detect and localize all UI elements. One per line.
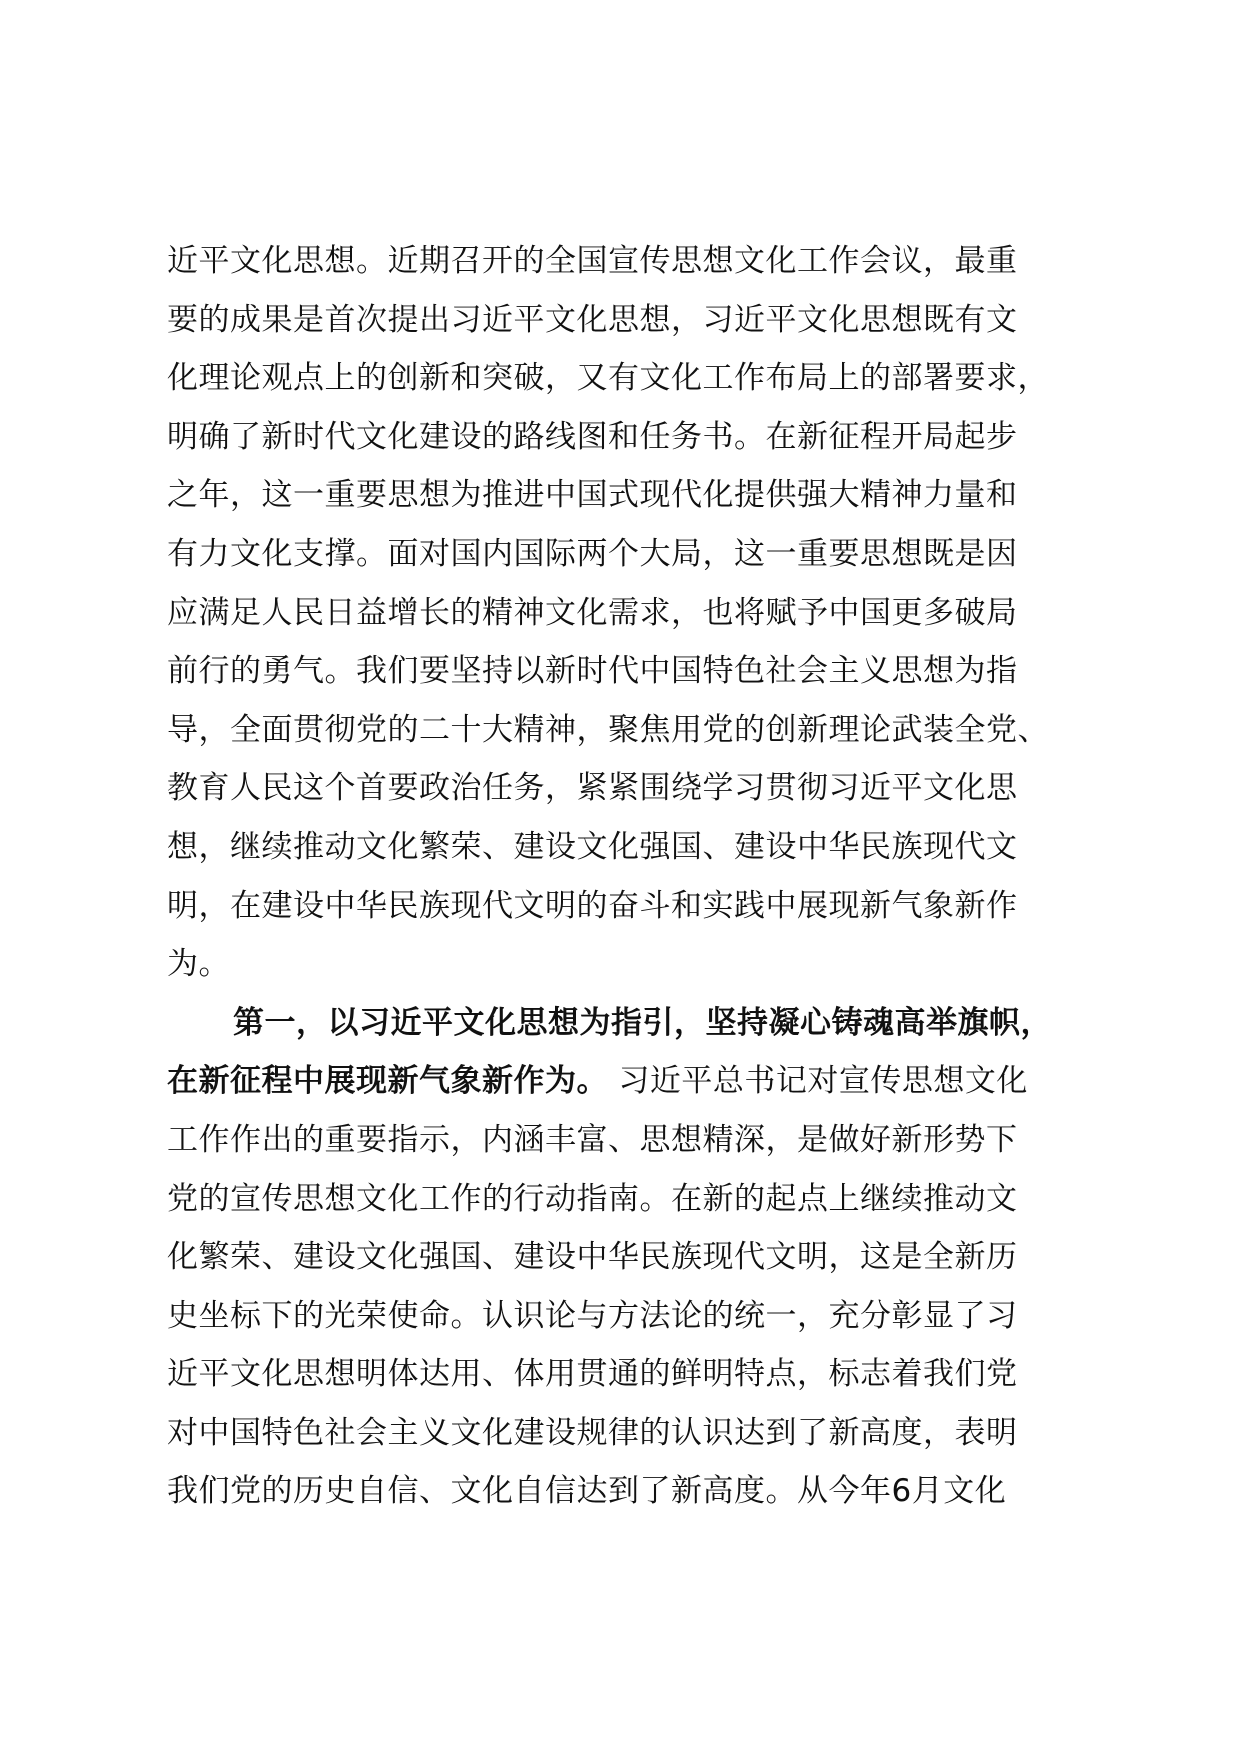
- section-heading-continued: 在新征程中展现新气象新作为。: [167, 1063, 608, 1100]
- text-line: 党的宣传思想文化工作的行动指南。在新的起点上继续推动文: [167, 1180, 1018, 1217]
- text-line: 想，继续推动文化繁荣、建设文化强国、建设中华民族现代文: [167, 828, 1018, 865]
- text-line: 应满足人民日益增长的精神文化需求，也将赋予中国更多破局: [167, 594, 1018, 631]
- section-heading: 第一，以习近平文化思想为指引，坚持凝心铸魂高举旗帜，: [233, 1004, 1052, 1041]
- text-line: 近平文化思想。近期召开的全国宣传思想文化工作会议，最重: [167, 243, 1018, 279]
- text-line: 明确了新时代文化建设的路线图和任务书。在新征程开局起步: [167, 418, 1018, 455]
- text-line: 之年，这一重要思想为推进中国式现代化提供强大精神力量和: [167, 477, 1018, 514]
- text-line: 史坐标下的光荣使命。认识论与方法论的统一，充分彰显了习: [167, 1297, 1018, 1334]
- text-line: 我们党的历史自信、文化自信达到了新高度。从今年6月文化: [167, 1473, 1007, 1510]
- text-line: 教育人民这个首要政治任务，紧紧围绕学习贯彻习近平文化思: [167, 770, 1018, 807]
- text-line: 导，全面贯彻党的二十大精神，聚焦用党的创新理论武装全党、: [167, 711, 1049, 748]
- text-line: 近平文化思想明体达用、体用贯通的鲜明特点，标志着我们党: [167, 1356, 1018, 1393]
- text-line: 化理论观点上的创新和突破，又有文化工作布局上的部署要求，: [167, 360, 1049, 397]
- text-line: 有力文化支撑。面对国内国际两个大局，这一重要思想既是因: [167, 535, 1018, 572]
- text-line: 化繁荣、建设文化强国、建设中华民族现代文明，这是全新历: [167, 1239, 1018, 1276]
- text-line: 为。: [167, 946, 230, 983]
- text-line: 明，在建设中华民族现代文明的奋斗和实践中展现新气象新作: [167, 887, 1018, 924]
- text-line: [167, 1052, 1107, 1111]
- text-line: 工作作出的重要指示，内涵丰富、思想精深，是做好新形势下: [167, 1121, 1018, 1158]
- text-line: 对中国特色社会主义文化建设规律的认识达到了新高度，表明: [167, 1414, 1018, 1451]
- text-line: 要的成果是首次提出习近平文化思想，习近平文化思想既有文: [167, 301, 1018, 338]
- text-line: 前行的勇气。我们要坚持以新时代中国特色社会主义思想为指: [167, 653, 1018, 690]
- text-span: 习近平总书记对宣传思想文化: [608, 1063, 1028, 1100]
- body-text: [167, 232, 1107, 1521]
